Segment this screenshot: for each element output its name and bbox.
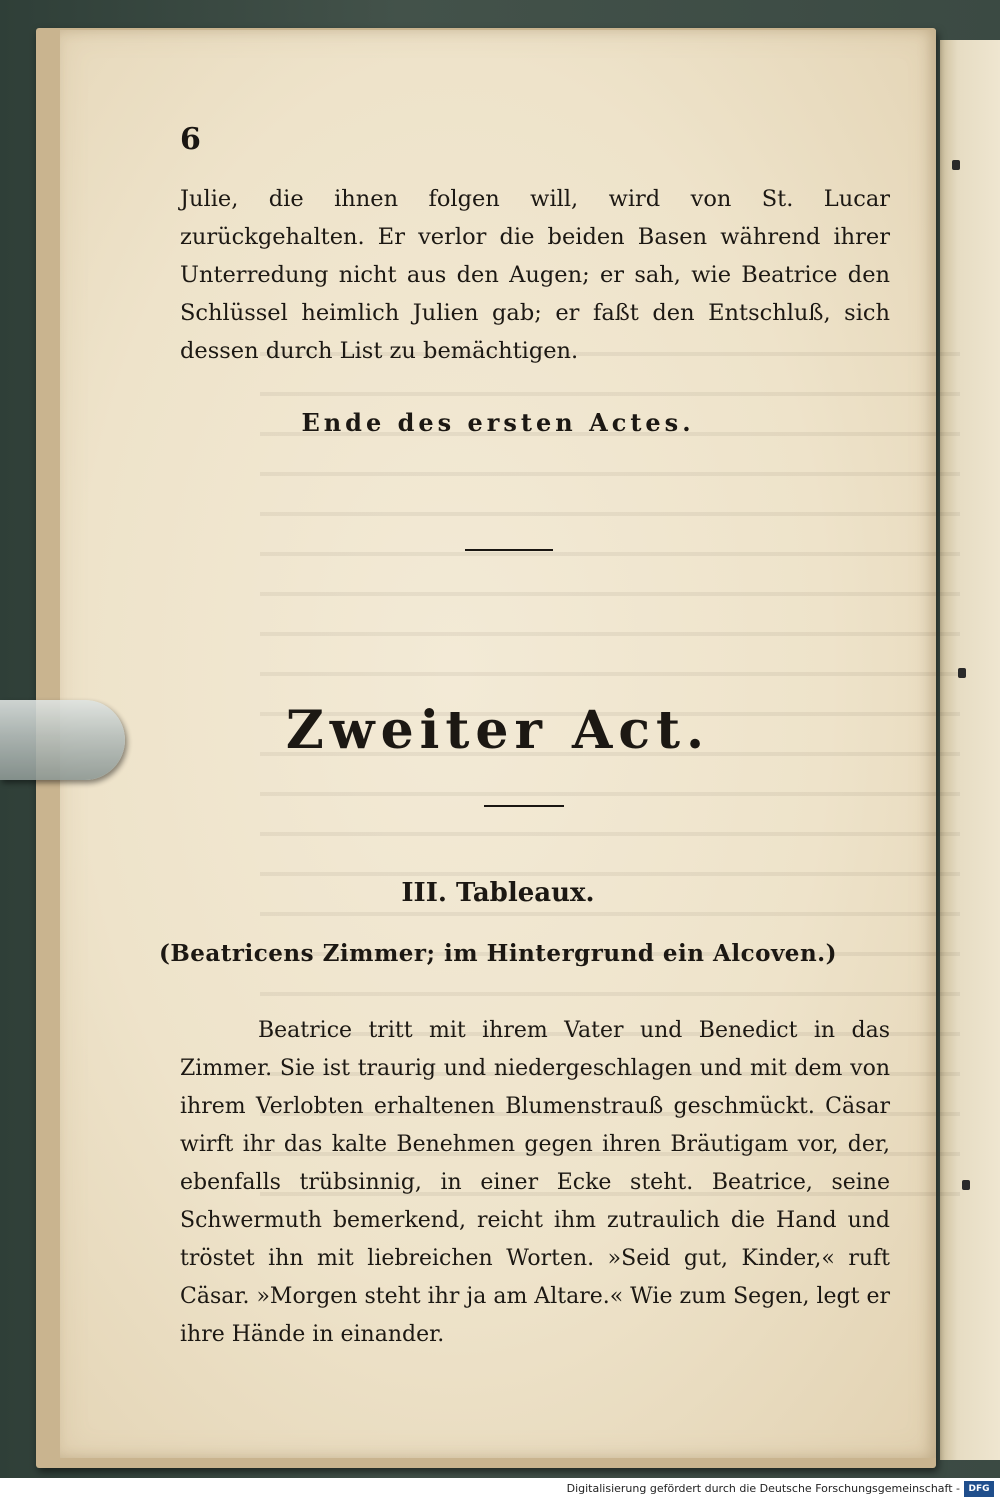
paragraph-second: Beatrice tritt mit ihrem Vater und Benedict in das Zimmer. Sie ist traurig und niedergeschlagen und mit dem von ihrem Verlobten erhaltenen Blumenstrauß geschmückt. Cäsar wirft ihr das kalte Benehmen gegen ihren Bräutigam vor, der, ebenfalls trübsinnig, in einer Ecke steht. Beatrice, seine Schwermuth bemerkend, reicht ihm zutraulich die Hand und tröstet ihn mit liebreichen Worten. »Seid gut, Kinder,« ruft Cäsar. »Morgen steht ihr ja am Altare.« Wie zum Segen, legt er ihre Hände in einander. bbox=[180, 1018, 890, 1347]
tableau-heading: III. Tableaux. bbox=[401, 878, 595, 908]
page-clip bbox=[0, 700, 125, 780]
divider-rule bbox=[465, 549, 553, 551]
binding-thread-mark bbox=[952, 160, 960, 170]
footer-bar bbox=[0, 1478, 1000, 1502]
act-end-heading: Ende des ersten Actes. bbox=[301, 408, 695, 437]
dfg-logo-icon: DFG bbox=[964, 1481, 994, 1497]
binding-thread-mark bbox=[962, 1180, 970, 1190]
act-title: Zweiter Act. bbox=[285, 700, 711, 761]
footer-credit: Digitalisierung gefördert durch die Deutsche Forschungsgemeinschaft - bbox=[566, 1482, 960, 1495]
facing-page-edge bbox=[940, 40, 1000, 1460]
scene-location: (Beatricens Zimmer; im Hintergrund ein Alcoven.) bbox=[158, 940, 838, 967]
binding-thread-mark bbox=[958, 668, 966, 678]
page-number: 6 bbox=[180, 122, 201, 157]
paragraph-first: Julie, die ihnen folgen will, wird von St. Lucar zurückgehalten. Er verlor die beiden Basen während ihrer Unterredung nicht aus den Augen; er sah, wie Beatrice den Schlüssel heimlich Julien gab; er faßt den Entschluß, sich dessen durch List zu bemächtigen. bbox=[180, 186, 890, 364]
divider-rule bbox=[484, 805, 564, 807]
